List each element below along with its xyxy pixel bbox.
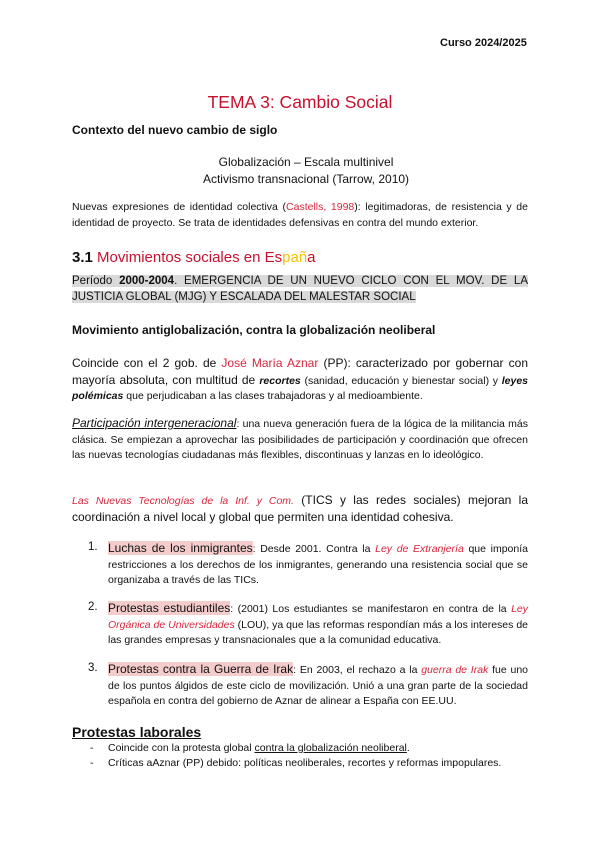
list-head: Protestas contra la Guerra de Irak <box>108 662 294 676</box>
list-number: 1. <box>88 541 98 553</box>
recortes-term: recortes <box>259 374 301 387</box>
list-text-1: : (2001) Los estudiantes se manifestaron en contra de la <box>230 603 512 615</box>
tecnologias-text: (TICS y las redes sociales) mejoran la coordinación a nivel local y global que permiten una identidad cohesiva. <box>72 493 528 524</box>
aznar-text-2: (PP): caracterizado por gobernar con mayoría absoluta, con multitud de <box>72 356 529 387</box>
periodo-label: Período <box>72 275 120 287</box>
list-text <box>108 601 528 649</box>
antiglobalizacion-heading: Movimiento antiglobalización, contra la globalización neoliberal <box>72 323 436 337</box>
list-head: Protestas estudiantiles <box>108 601 231 615</box>
espana-letter: ñ <box>298 249 308 266</box>
bullet-text <box>108 757 501 769</box>
leyes-term: leyes polémicas <box>72 374 528 402</box>
tecnologias-term: Las Nuevas Tecnologías de la Inf. y Com. <box>72 495 294 507</box>
periodo-description: . EMERGENCIA DE UN NUEVO CICLO CON EL MOV. DE LA JUSTICIA GLOBAL (MJG) Y ESCALADA DEL MALESTAR SOCIAL <box>72 275 528 303</box>
list-war: guerra de Irak <box>421 664 489 676</box>
aznar-text-4: que perjudicaban a las clases trabajadoras y al medioambiente. <box>123 390 423 402</box>
participacion-text: : una nueva generación fuera de la lógica de la militancia más clásica. Se empiezan a aprovechar las posibilidades de participación y coordinación que ofrecen las nuevas tecnologías ciudadanas más flexibles, discontinuas y lanzas en lo ideológico. <box>72 418 528 461</box>
tecnologias-paragraph <box>72 492 528 525</box>
aznar-text-3: (sanidad, educación y bienestar social) y <box>300 374 502 387</box>
section-heading-3-1 <box>72 249 316 266</box>
list-text-1: : En 2003, el rechazo a la <box>293 664 422 676</box>
aznar-text-1: Coincide con el 2 gob. de <box>72 356 222 370</box>
bullet-underlined: contra la globalización neoliberal <box>254 742 407 754</box>
participacion-paragraph <box>72 416 528 464</box>
page-title: TEMA 3: Cambio Social <box>207 92 393 112</box>
castells-citation: Castells, 1998 <box>286 201 355 213</box>
espana-letter: a <box>307 249 316 266</box>
aznar-paragraph <box>72 356 528 405</box>
list-text <box>108 541 528 589</box>
espana-letter: p <box>282 249 291 266</box>
center-line-globalizacion: Globalización – Escala multinivel <box>218 155 394 169</box>
laborales-heading: Protestas laborales <box>72 724 202 740</box>
bullet-text <box>108 742 410 754</box>
espana-letter: E <box>264 249 275 266</box>
aznar-name: José María Aznar <box>221 356 319 370</box>
context-heading: Contexto del nuevo cambio de siglo <box>72 123 278 137</box>
bullet-text-2: . <box>406 742 410 754</box>
course-label: Curso 2024/2025 <box>440 37 527 49</box>
list-head: Luchas de los inmigrantes <box>108 541 253 555</box>
periodo-highlight <box>72 275 528 303</box>
list-law: Ley de Extranjería <box>375 543 464 555</box>
periodo-years: 2000-2004 <box>119 275 175 287</box>
bullet-text-1: Críticas aAznar (PP) debido: políticas neoliberales, recortes y reformas impopulares. <box>108 757 502 769</box>
intro-text-2: ): legitimadoras, de resistencia y de identidad de proyecto. Se trata de identidades defensivas en contra del mundo exterior. <box>72 201 528 229</box>
list-text-1: : Desde 2001. Contra la <box>252 543 376 555</box>
list-law: Ley Orgánica de Universidades <box>108 603 529 631</box>
bullet-text-1: Coincide con la protesta global <box>108 742 255 754</box>
list-text <box>108 662 528 710</box>
section-number: 3.1 <box>72 249 93 266</box>
list-text-2: que imponía restricciones a los derechos de los inmigrantes, generando una resistencia social que se organizaba a través de las TICs. <box>108 543 528 586</box>
center-line-activismo: Activismo transnacional (Tarrow, 2010) <box>202 172 410 186</box>
list-text-2: (LOU), ya que las reformas respondían más a los intereses de las grandes empresas y transnacionales que a la comunidad educativa. <box>108 618 528 646</box>
list-number: 2. <box>88 601 98 613</box>
section-title: Movimientos sociales en <box>97 249 265 266</box>
participacion-term: Participación intergeneracional <box>72 416 237 430</box>
intro-paragraph <box>72 200 528 231</box>
list-text-2: fue uno de los puntos álgidos de este ciclo de movilización. Unió a una gran parte de la sociedad española en contra del gobierno de Aznar de alinear a España con EE.UU. <box>108 664 529 707</box>
espana-letter: s <box>274 249 283 266</box>
list-number: 3. <box>88 662 98 674</box>
bullet-dash: - <box>90 742 94 754</box>
intro-text-1: Nuevas expresiones de identidad colectiva ( <box>72 201 287 213</box>
espana-letter: a <box>290 249 299 266</box>
bullet-dash: - <box>90 757 94 769</box>
periodo-banner <box>72 273 528 305</box>
